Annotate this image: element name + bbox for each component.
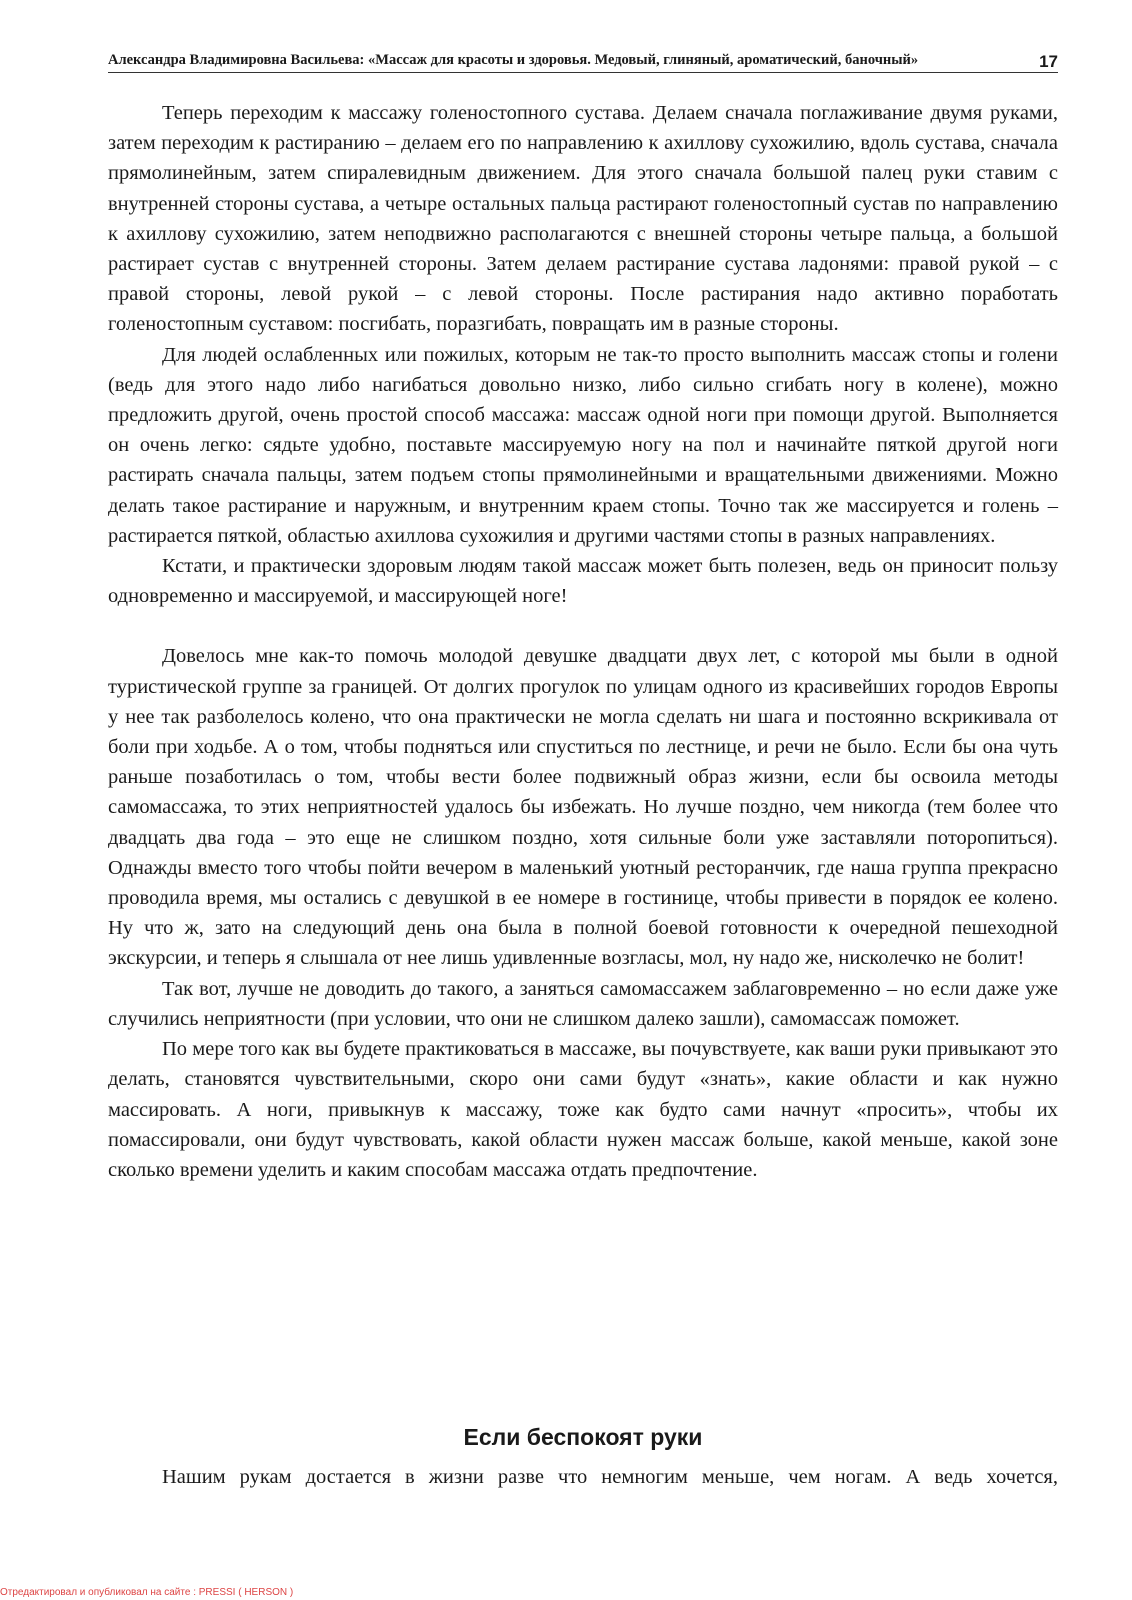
paragraph-healthy-people: Кстати, и практически здоровым людям такой массаж может быть полезен, ведь он приносит пользу одновременно и массируемой, и массирующей ноге!: [108, 555, 1058, 608]
paragraph-self-massage-advice: Так вот, лучше не доводить до такого, а заняться самомассажем заблаговременно – но если даже уже случились неприятности (при условии, что они не слишком далеко зашли), самомассаж поможет.: [108, 977, 1058, 1030]
page-header: [108, 52, 1058, 73]
section-heading: Если беспокоят руки: [463, 1424, 703, 1450]
body-text: [108, 98, 1058, 1185]
paragraph-spacer: [108, 611, 1058, 641]
page-number: 17: [1039, 52, 1058, 71]
paragraph-knee-story: Довелось мне как-то помочь молодой девушке двадцати двух лет, с которой мы были в одной туристической группе за границей. От долгих прогулок по улицам одного из красивейших городов Европы у нее так разболелось колено, что она практически не могла сделать ни шага и постоянно вскрикивала от боли при ходьбе. А о том, чтобы подняться или спуститься по лестнице, и речи не было. Если бы она чуть раньше позаботилась о том, чтобы вести более подвижный образ жизни, если бы освоила методы самомассажа, то этих неприятностей удалось бы избежать. Но лучше поздно, чем никогда (тем более что двадцать два года – это еще не слишком поздно, хотя сильные боли уже заставляли поторопиться). Однажды вместо того чтобы пойти вечером в маленький уютный ресторанчик, где наша группа прекрасно проводила время, мы остались с девушкой в ее номере в гостинице, чтобы привести в порядок ее колено. Ну что ж, зато на следующий день она была в полной боевой готовности к очередной пешеходной экскурсии, и теперь я слышала от нее лишь удивленные возгласы, мол, ну надо же, нисколечко не болит!: [108, 645, 1058, 970]
section-first-paragraph: Нашим рукам достается в жизни разве что немногим меньше, чем ногам. А ведь хочется,: [162, 1466, 1058, 1488]
footer-watermark: Отредактировал и опубликовал на сайте : PRESSI ( HERSON ): [0, 1587, 294, 1598]
paragraph-practice: По мере того как вы будете практиковаться в массаже, вы почувствуете, как ваши руки привыкают это делать, становятся чувствительными, скоро они сами будут «знать», какие области и как нужно массировать. А ноги, привыкнув к массажу, тоже как будто сами начнут «просить», чтобы их помассировали, они будут чувствовать, какой области нужен массаж больше, какой меньше, какой зоне сколько времени уделить и каким способам массажа отдать предпочтение.: [108, 1038, 1058, 1181]
paragraph-foot-to-foot-massage: Для людей ослабленных или пожилых, которым не так-то просто выполнить массаж стопы и голени (ведь для этого надо либо нагибаться довольно низко, либо сильно сгибать ногу в колене), можно предложить другой, очень простой способ массажа: массаж одной ноги при помощи другой. Выполняется он очень легко: сядьте удобно, поставьте массируемую ногу на пол и начинайте пяткой другой ноги растирать сначала пальцы, затем подъем стопы прямолинейными и вращательными движениями. Можно делать такое растирание и наружным, и внутренним краем стопы. Точно так же массируется и голень – растирается пяткой, областью ахиллова сухожилия и другими частями стопы в разных направлениях.: [108, 343, 1058, 547]
running-header-title: Александра Владимировна Васильева: «Массаж для красоты и здоровья. Медовый, глиняный, ароматический, баночный»: [108, 52, 919, 68]
paragraph-ankle-massage: Теперь переходим к массажу голеностопного сустава. Делаем сначала поглаживание двумя руками, затем переходим к растиранию – делаем его по направлению к ахиллову сухожилию, вдоль сустава, сначала прямолинейным, затем спиралевидным движением. Для этого сначала большой палец руки ставим с внутренней стороны сустава, а четыре остальных пальца растирают голеностопный сустав по направлению к ахиллову сухожилию, затем неподвижно располагаются с внешней стороны четыре пальца, а большой растирает сустав с внутренней стороны. Затем делаем растирание сустава ладонями: правой рукой – с правой стороны, левой рукой – с левой стороны. После растирания надо активно поработать голеностопным суставом: посгибать, поразгибать, повращать им в разные стороны.: [108, 102, 1058, 336]
